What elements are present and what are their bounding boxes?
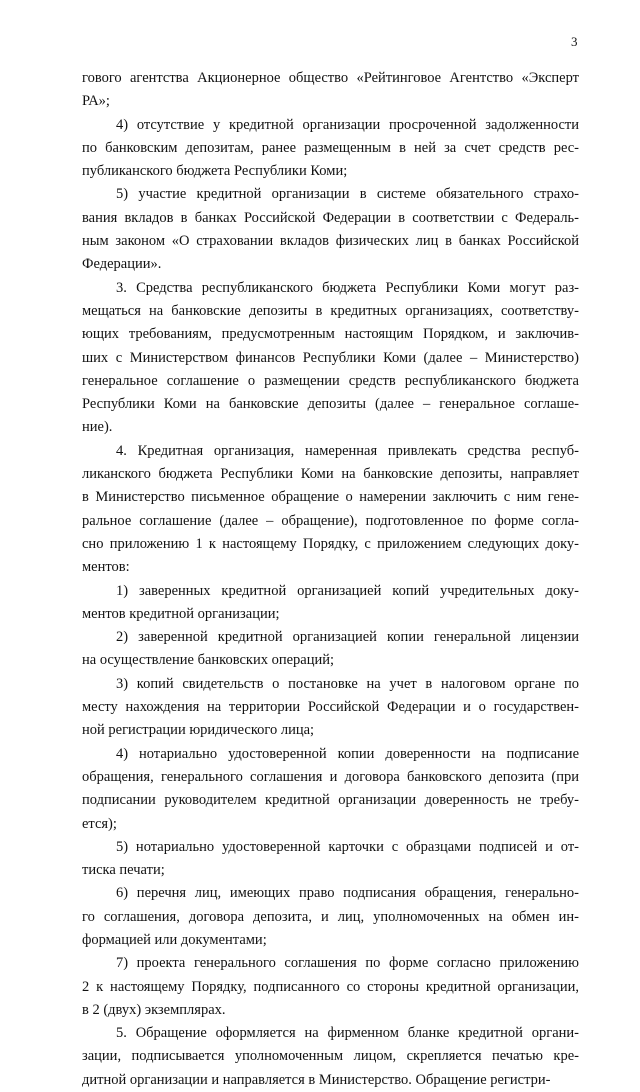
text-line: ным законом «О страховании вкладов физических лиц в банках Российской [82, 233, 579, 250]
text-line: ментов: [82, 559, 130, 576]
paragraph [82, 580, 579, 627]
text-line: дитной организации и направляется в Министерство. Обращение регистри- [82, 1071, 551, 1088]
paragraph [82, 952, 579, 1022]
text-line: РА»; [82, 93, 110, 110]
text-line: 5. Обращение оформляется на фирменном бланке кредитной органи- [116, 1025, 579, 1042]
text-line: 4) нотариально удостоверенной копии доверенности на подписание [116, 745, 579, 762]
text-line: Федерации». [82, 256, 162, 273]
text-line: ших с Министерством финансов Республики Коми (далее – Министерство) [82, 349, 579, 366]
text-line: ние). [82, 419, 113, 436]
text-line: зации, подписывается уполномоченным лицом, скрепляется печатью кре- [82, 1048, 579, 1065]
paragraph [82, 114, 579, 184]
text-line: обращения, генерального соглашения и договора банковского депозита (при [82, 768, 579, 785]
text-line: 2 к настоящему Порядку, подписанного со стороны кредитной организации, [82, 978, 579, 995]
text-line: месту нахождения на территории Российской Федерации и о государствен- [82, 699, 579, 716]
text-line: го соглашения, договора депозита, и лиц, уполномоченных на обмен ин- [82, 908, 579, 925]
paragraph [82, 277, 579, 440]
text-line: ется); [82, 815, 117, 832]
text-line: 4. Кредитная организация, намеренная привлекать средства респуб- [116, 442, 579, 459]
page-number: 3 [571, 34, 578, 49]
paragraph [82, 836, 579, 883]
text-line: 5) нотариально удостоверенной карточки с образцами подписей и от- [116, 838, 579, 855]
text-line: 4) отсутствие у кредитной организации просроченной задолженности [116, 116, 579, 133]
text-line: в Министерство письменное обращение о намерении заключить с ним гене- [82, 489, 579, 506]
text-line: подписании руководителем кредитной организации доверенность не требу- [82, 792, 579, 809]
text-line: на осуществление банковских операций; [82, 652, 335, 669]
text-line: ральное соглашение (далее – обращение), подготовленное по форме согла- [82, 512, 579, 529]
text-line: в 2 (двух) экземплярах. [82, 1001, 226, 1018]
text-line: Республики Коми на банковские депозиты (далее – генеральное соглаше- [82, 396, 579, 413]
paragraph [82, 882, 579, 952]
text-line: ной регистрации юридического лица; [82, 722, 315, 739]
paragraph [82, 626, 579, 673]
text-line: 2) заверенной кредитной организацией копии генеральной лицензии [116, 629, 579, 646]
text-line: публиканского бюджета Республики Коми; [82, 163, 348, 180]
text-line: формацией или документами; [82, 931, 267, 948]
paragraph [82, 440, 579, 580]
text-line: 1) заверенных кредитной организацией копий учредительных доку- [116, 582, 579, 599]
text-line: 3. Средства республиканского бюджета Республики Коми могут раз- [116, 279, 579, 296]
text-line: ликанского бюджета Республики Коми на банковские депозиты, направляет [82, 466, 579, 483]
paragraph [82, 67, 579, 114]
text-line: генеральное соглашение о размещении средств республиканского бюджета [82, 372, 579, 389]
text-line: сно приложению 1 к настоящему Порядку, с приложением следующих доку- [82, 535, 579, 552]
text-line: ментов кредитной организации; [82, 605, 280, 622]
document-body [82, 67, 579, 1092]
text-line: тиска печати; [82, 862, 165, 879]
paragraph [82, 1022, 579, 1092]
text-line: 7) проекта генерального соглашения по форме согласно приложению [116, 955, 579, 972]
text-line: по банковским депозитам, ранее размещенным в ней за счет средств рес- [82, 139, 579, 156]
text-line: гового агентства Акционерное общество «Рейтинговое Агентство «Эксперт [82, 70, 579, 86]
paragraph [82, 743, 579, 836]
text-line: мещаться на банковские депозиты в кредитных организациях, соответству- [82, 302, 579, 319]
text-line: 6) перечня лиц, имеющих право подписания обращения, генерально- [116, 885, 579, 902]
text-line: вания вкладов в банках Российской Федерации в соответствии с Федераль- [82, 209, 579, 226]
text-line: 3) копий свидетельств о постановке на учет в налоговом органе по [116, 675, 579, 692]
text-line: ющих требованиям, предусмотренным настоящим Порядком, и заключив- [82, 326, 579, 343]
text-line: 5) участие кредитной организации в системе обязательного страхо- [116, 186, 579, 203]
paragraph [82, 673, 579, 743]
paragraph [82, 183, 579, 276]
